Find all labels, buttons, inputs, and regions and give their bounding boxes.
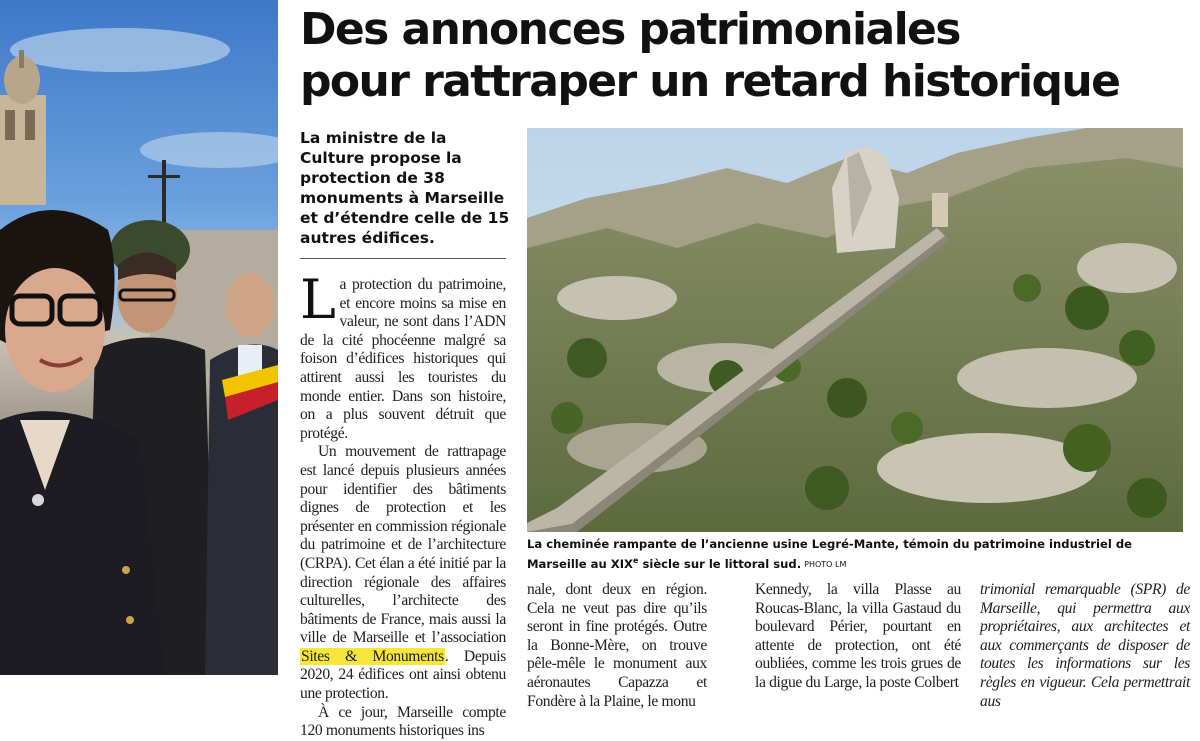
lead-paragraph: La ministre de la Culture propose la protection de 38 monuments à Marseille et d’étendre celle de 15 autres édifices. [300, 129, 510, 247]
body-paragraph-2-text-a: Un mouvement de rattrapage est lancé depuis plusieurs années pour identifier des bâtiments dignes de protection et les présenter en commission régionale du patrimoine et de l’architecture (CRPA). Cet élan a été initié par la direction régionale des affaires culturelles, l’architecte des bâtiments de France, mais aussi la ville de Marseille et l’association [300, 443, 506, 647]
caption-text-a: La cheminée rampante de l’ancienne usine Legré-Mante, témoin du patrimoine industriel de Marseille au XIX [527, 537, 1132, 571]
minister-photo-illustration [0, 0, 278, 675]
lead-divider [300, 258, 506, 259]
body-column-3-text: Kennedy, la villa Plasse au Roucas-Blanc, la villa Gastaud du boulevard Périer, pourtant en attente de protection, ont été oubliées, comme les trois grues de la digue du Large, la poste Colbert [755, 581, 961, 691]
body-paragraph-2-text-b: . Depuis 2020, 24 édifices ont ainsi obtenu une protection. [300, 647, 506, 703]
body-column-4 [980, 581, 1190, 711]
body-column-4-text: trimonial remarquable (SPR) de Marseille, qui permettra aux propriétaires, aux architectes et aux commerçants de disposer de toutes les informations sur les règles en vigueur. Cela permettrait aus [980, 581, 1190, 710]
dropcap: L [300, 268, 336, 331]
chimney-landscape-illustration [527, 128, 1183, 532]
body-paragraph-3: À ce jour, Marseille compte 120 monuments historiques ins [300, 703, 506, 740]
highlighted-association-name: Sites & Monuments [301, 647, 444, 665]
body-column-2-text: nale, dont deux en région. Cela ne veut pas dire qu’ils seront in fine protégés. Outre la Bonne-Mère, on trouve pêle-mêle le monument aux aéronautes Capazza et Fondère à la Plaine, le monu [527, 581, 707, 710]
body-column-3 [755, 581, 961, 693]
photo-caption [527, 537, 1183, 573]
body-column-2 [527, 581, 707, 711]
caption-text-b: siècle sur le littoral sud. [638, 556, 802, 571]
body-paragraph-2 [300, 443, 506, 703]
headline [300, 4, 1190, 108]
photo-credit: PHOTO LM [804, 560, 847, 570]
headline-line-2: pour rattraper un retard historique [300, 56, 1120, 107]
caption-superscript: e [632, 555, 639, 565]
body-paragraph-1 [300, 268, 506, 443]
main-photo [527, 128, 1183, 532]
left-photo [0, 0, 278, 675]
body-paragraph-1-text: a protection du patrimoine, et encore moins sa mise en valeur, ne sont dans l’ADN de la cité phocéenne malgré sa foison d’édifices historiques qui attirent aussi les touristes du monde entier. Dans son histoire, on a plus souvent détruit que protégé. [300, 276, 506, 442]
body-column-1 [300, 268, 506, 741]
headline-line-1: Des annonces patrimoniales [300, 4, 960, 55]
